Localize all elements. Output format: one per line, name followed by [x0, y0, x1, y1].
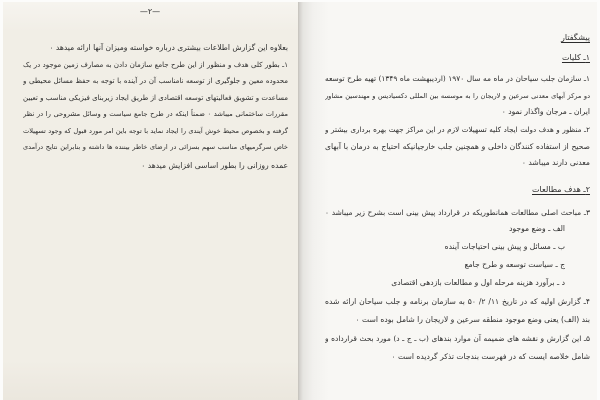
list-item: ب ـ مسائل و پیش بینی احتیاجات آینده	[444, 242, 565, 251]
paragraph-line: صحیح از استفاده کنندگان داخلی و همچنین جلب خارجیانیکه احتیاج به درمان با آبهای	[325, 142, 590, 151]
list-item: د ـ برآورد هزینه مرحله اول و مطالعات بازدهی اقتصادی	[391, 278, 565, 287]
paragraph-line: محدوده معین و جلوگیری از توسعه نامناسب آن در آینده با توجه به حفظ مسائل محیطی و	[23, 77, 288, 85]
paragraph-line: مساعدت و تشویق فعالیتهای توسعه اقتصادی از طریق ایجاد زیربنای فیزیکی مناسب و تعیین	[23, 94, 288, 102]
paragraph-line: شامل خلاصه ایست که در فهرست بندجات تذکر گردیده است ۰	[391, 352, 590, 361]
list-item: الف ـ وضع موجود	[509, 224, 565, 233]
paragraph-line: معدنی دارند میباشد ۰	[521, 158, 590, 167]
paragraph-line: ایران ـ مرجان واگذار نمود ۰	[501, 107, 590, 116]
page-number: —۲—	[139, 7, 161, 16]
paragraph-line: بعلاوه این گزارش اطلاعات بیشتری درباره خواسته ومیزان آنها ارائه میدهد ۰	[49, 43, 288, 52]
section-heading-text: ۲ـ هدف مطالعات	[532, 185, 590, 194]
section-heading	[325, 184, 590, 196]
paragraph-line: مقررات ساختمانی میباشد ۰ ضمناً اینکه در طرح جامع سیاست و وسائل مشروحی را در نظر	[23, 110, 288, 118]
page-title	[325, 32, 590, 44]
section-heading	[325, 52, 590, 64]
paragraph-line: ۳ـ مباحث اصلی مطالعات همانطوریکه در قرارداد پیش بینی است بشرح زیر میباشد ۰	[325, 208, 590, 217]
paragraph-line: دو مرکز آبهای معدنی سرعین و لاریجان را به موسسه بین المللی دکسیادیس و مهندسین مشاور	[325, 92, 590, 100]
paragraph-line: ۲ـ منظور و هدف دولت ایجاد کلیه تسهیلات لازم در این مراکز جهت بهره برداری بیشتر و	[325, 125, 590, 134]
paragraph-line: عمده روزانی را بطور اساسی افزایش میدهد ۰	[141, 161, 288, 170]
left-page	[3, 2, 299, 400]
list-item: ج ـ سیاست توسعه و طرح جامع	[464, 260, 565, 269]
section-heading-text: ۱ـ کلیات	[561, 53, 590, 62]
paragraph-line: ۱ـ سازمان جلب سیاحان در ماه مه سال ۱۹۷۰ (اردیبهشت ماه ۱۳۴۹) تهیه طرح توسعه	[325, 74, 590, 83]
paragraph-line: ۱ـ بطور کلی هدف و منظور از این طرح جامع سازمان دادن به مصارف زمین موجود در یک	[23, 61, 288, 69]
paragraph-line: بند (الف) یعنی وضع موجود منطقه سرعین و لاریجان را شامل بوده است ۰	[355, 315, 590, 324]
paragraph-line: گرفته و بخصوص محیط خوش آیندی را ایجاد نماید با توجه باین امر مورد قبول که وجود تسهیلات	[23, 127, 288, 135]
paragraph-line: ۵ـ این گزارش و نقشه های ضمیمه آن موارد بندهای (ب ـ ج ـ د) مورد بحث قرارداده و	[325, 334, 590, 343]
paragraph-line: ۴ـ گزارش اولیه که در تاریخ ۱۱/ ۲/ ۵۰ به سازمان برنامه و جلب سیاحان ارائه شده	[325, 297, 590, 306]
page-title-text: پیشگفتار	[561, 33, 590, 42]
right-page	[299, 2, 597, 400]
paragraph-line: خاص سرگرمیهای مناسب سهم بسزائی در ارضای خاطر بیننده ها داشته و بنابراین نتایج درآمدی	[23, 143, 288, 151]
